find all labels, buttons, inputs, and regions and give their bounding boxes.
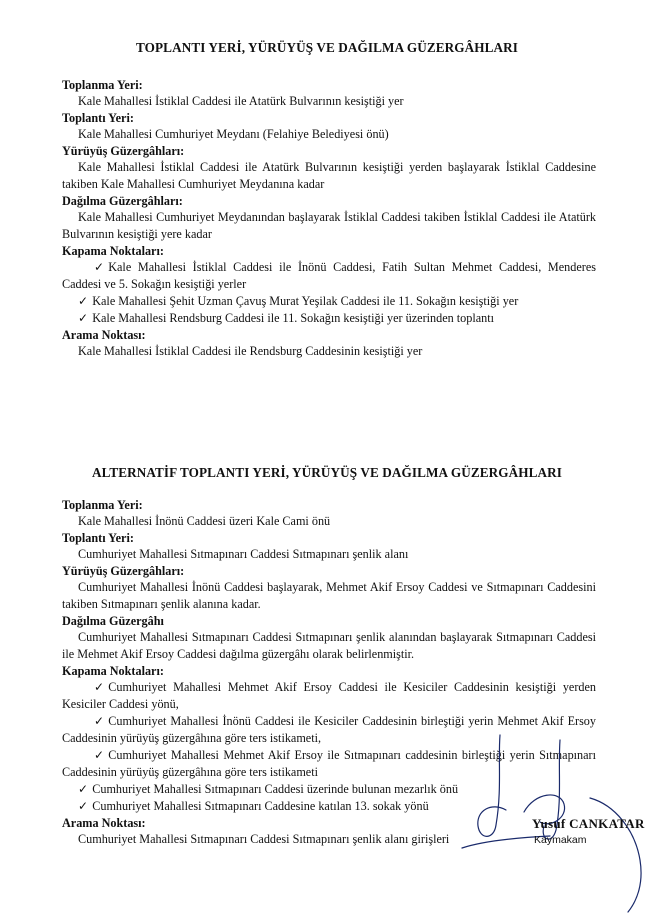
s2-kapama-label: Kapama Noktaları: [62,664,164,678]
s2-kapama-item [62,679,596,713]
check-mark-icon: ✓ [78,799,89,813]
s1-dagilma-text: Kale Mahallesi Cumhuriyet Meydanından başlayarak İstiklal Caddesi takiben İstiklal Caddesi ile Atatürk Bulvarının kesiştiği yere kadar [62,210,596,241]
check-mark-icon: ✓ [78,782,89,796]
signatory-role: Kaymakam [534,834,587,846]
s2-kapama-item-text: Cumhuriyet Mahallesi İnönü Caddesi ile Kesiciler Caddesinin birleştiği yerin Mehmet Akif Ersoy Caddesinin yürüyüş güzergâhına göre ters istikameti, [62,714,596,745]
check-mark-icon: ✓ [94,260,105,274]
section2-title: ALTERNATİF TOPLANTI YERİ, YÜRÜYÜŞ VE DAĞILMA GÜZERGÂHLARI [92,465,562,480]
section1-title: TOPLANTI YERİ, YÜRÜYÜŞ VE DAĞILMA GÜZERGÂHLARI [136,40,518,55]
check-mark-icon: ✓ [94,680,105,694]
s1-yuruyus-text: Kale Mahallesi İstiklal Caddesi ile Atatürk Bulvarının kesiştiği yerden başlayarak İstiklal Caddesine takiben Kale Mahallesi Cumhuriyet Meydanına kadar [62,160,596,191]
s2-toplanma-label: Toplanma Yeri: [62,498,143,512]
s2-arama-text: Cumhuriyet Mahallesi Sıtmapınarı Caddesi Sıtmapınarı şenlik alanı girişleri [78,832,450,846]
s2-toplanti-label: Toplantı Yeri: [62,531,134,545]
s1-kapama-label: Kapama Noktaları: [62,244,164,258]
s1-kapama-item [62,310,596,327]
check-mark-icon: ✓ [94,714,105,728]
check-mark-icon: ✓ [78,311,89,325]
s2-dagilma-text: Cumhuriyet Mahallesi Sıtmapınarı Caddesi Sıtmapınarı şenlik alanından başlayarak Sıtmapınarı Caddesi ile Mehmet Akif Ersoy Caddesi dağılma güzergâhı olarak belirlenmiştir. [62,630,596,661]
s1-toplanma-text: Kale Mahallesi İstiklal Caddesi ile Atatürk Bulvarının kesiştiği yer [78,94,404,108]
s1-kapama-item [62,259,596,293]
s2-kapama-item-text: Cumhuriyet Mahallesi Sıtmapınarı Caddesine katılan 13. sokak yönü [92,799,429,813]
s2-toplanma-text: Kale Mahallesi İnönü Caddesi üzeri Kale Cami önü [78,514,331,528]
s2-toplanti-text: Cumhuriyet Mahallesi Sıtmapınarı Caddesi Sıtmapınarı şenlik alanı [78,547,409,561]
s1-dagilma-label: Dağılma Güzergâhları: [62,194,183,208]
s1-arama-label: Arama Noktası: [62,328,146,342]
s1-toplanma-label: Toplanma Yeri: [62,78,143,92]
s2-kapama-item-text: Cumhuriyet Mahallesi Mehmet Akif Ersoy Caddesi ile Kesiciler Caddesinin kesiştiği yerden Kesiciler Caddesi yönü, [62,680,596,711]
s1-kapama-item-text: Kale Mahallesi İstiklal Caddesi ile İnönü Caddesi, Fatih Sultan Mehmet Caddesi, Menderes Caddesi ve 5. Sokağın kesiştiği yerler [62,260,596,291]
s2-yuruyus-text: Cumhuriyet Mahallesi İnönü Caddesi başlayarak, Mehmet Akif Ersoy Caddesi ve Sıtmapınarı Caddesini takiben Sıtmapınarı şenlik alanına kadar. [62,580,596,611]
s2-kapama-item-text: Cumhuriyet Mahallesi Sıtmapınarı Caddesi üzerinde bulunan mezarlık önü [92,782,459,796]
section1-body [62,77,596,360]
s1-kapama-item-text: Kale Mahallesi Şehit Uzman Çavuş Murat Yeşilak Caddesi ile 11. Sokağın kesiştiği yer [92,294,519,308]
s1-kapama-item [62,293,596,310]
check-mark-icon: ✓ [94,748,105,762]
s2-arama-label: Arama Noktası: [62,816,146,830]
s1-yuruyus-label: Yürüyüş Güzergâhları: [62,144,185,158]
s1-arama-text: Kale Mahallesi İstiklal Caddesi ile Rendsburg Caddesinin kesiştiği yer [78,344,423,358]
s1-toplanti-label: Toplantı Yeri: [62,111,134,125]
check-mark-icon: ✓ [78,294,89,308]
s2-dagilma-label: Dağılma Güzergâhı [62,614,164,628]
s2-kapama-item-text: Cumhuriyet Mahallesi Mehmet Akif Ersoy ile Sıtmapınarı caddesinin birleştiği yerin Sıtmapınarı Caddesinin yürüyüş güzergâhına göre ters istikameti [62,748,596,779]
s1-toplanti-text: Kale Mahallesi Cumhuriyet Meydanı (Felahiye Belediyesi önü) [78,127,389,141]
s2-yuruyus-label: Yürüyüş Güzergâhları: [62,564,185,578]
s1-kapama-item-text: Kale Mahallesi Rendsburg Caddesi ile 11. Sokağın kesiştiği yer üzerinden toplantı [92,311,494,325]
signatory-name: Yusuf CANKATAR [532,816,645,831]
